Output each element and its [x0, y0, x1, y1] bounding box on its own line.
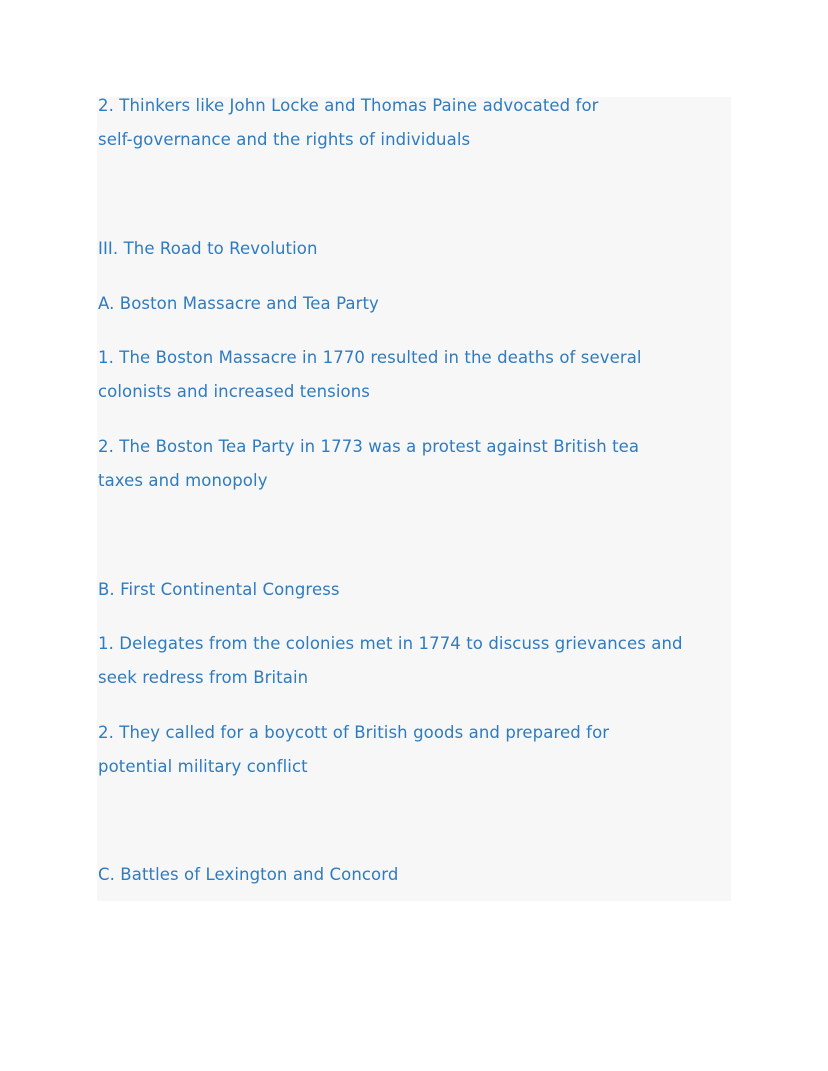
text-line: taxes and monopoly — [98, 471, 268, 490]
text-line: 2. They called for a boycott of British goods and prepared for — [98, 723, 610, 742]
text-line: seek redress from Britain — [98, 668, 309, 687]
text-line: 1. The Boston Massacre in 1770 resulted in the deaths of several — [98, 348, 642, 367]
text-line: colonists and increased tensions — [98, 382, 370, 401]
text-line: 2. The Boston Tea Party in 1773 was a protest against British tea — [98, 437, 640, 456]
subsection-heading: B. First Continental Congress — [98, 580, 340, 599]
text-line: 1. Delegates from the colonies met in 1774 to discuss grievances and — [98, 634, 683, 653]
text-line: potential military conflict — [98, 757, 308, 776]
subsection-heading: A. Boston Massacre and Tea Party — [98, 294, 379, 313]
content-panel — [97, 97, 731, 901]
text-line: 2. Thinkers like John Locke and Thomas Paine advocated for — [98, 96, 599, 115]
section-heading: III. The Road to Revolution — [98, 239, 318, 258]
text-line: self-governance and the rights of individuals — [98, 130, 471, 149]
subsection-heading: C. Battles of Lexington and Concord — [98, 865, 399, 884]
